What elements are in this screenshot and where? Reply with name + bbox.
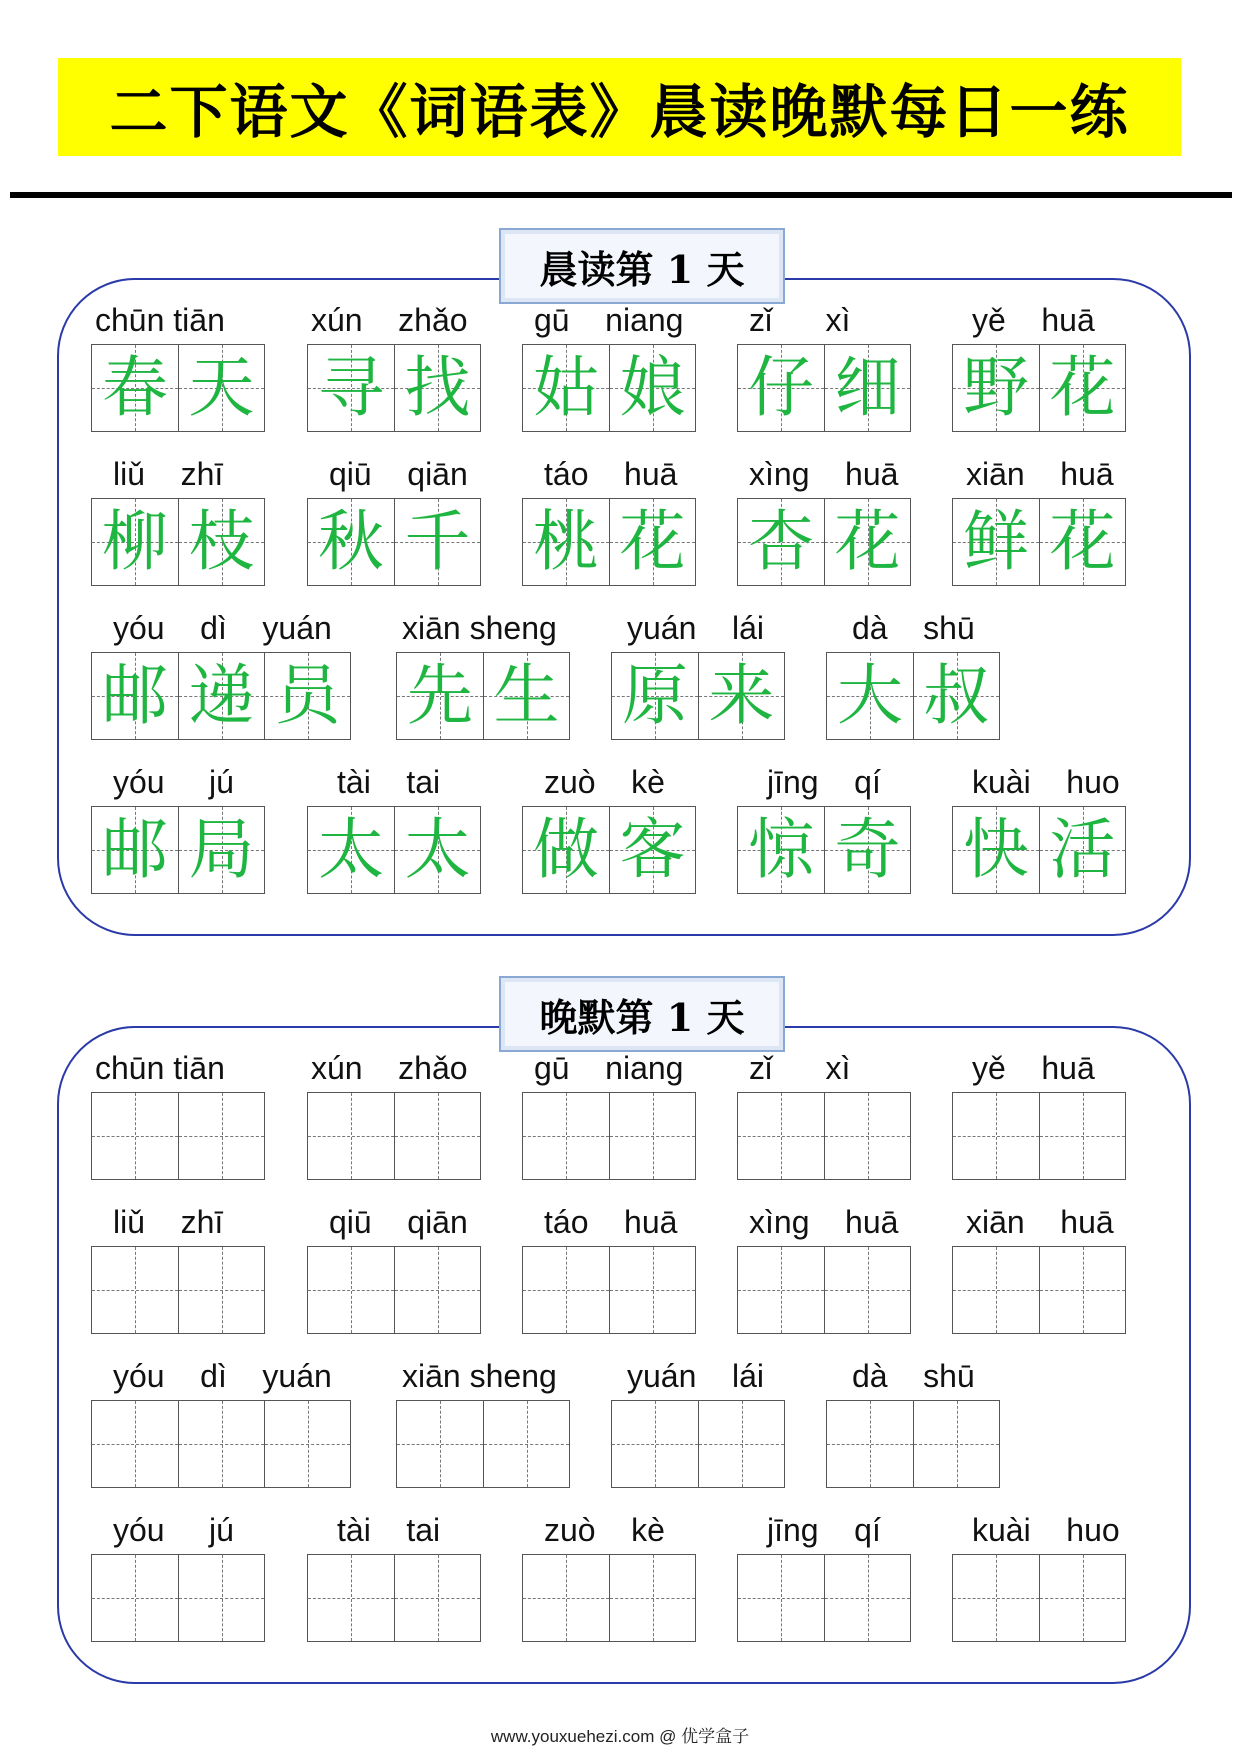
tianzige-cell[interactable] [953, 1247, 1039, 1333]
tianzige-cell[interactable] [394, 1555, 480, 1641]
hanzi-character: 找 [404, 349, 471, 426]
pinyin-label: tài tai [337, 764, 441, 800]
pinyin-label: qiū qiān [329, 1204, 468, 1240]
tianzige-cell[interactable] [92, 1093, 178, 1179]
word-grid [307, 806, 481, 894]
tianzige-cell[interactable] [92, 1401, 178, 1487]
tianzige-cell [308, 345, 394, 431]
tianzige-cell[interactable] [609, 1247, 695, 1333]
pinyin-label: táo huā [544, 456, 678, 492]
blank-writing-grid[interactable] [91, 1554, 265, 1642]
tianzige-cell [394, 499, 480, 585]
tianzige-cell [953, 807, 1039, 893]
word-grid [522, 498, 696, 586]
morning-row [59, 456, 1189, 606]
tianzige-cell[interactable] [953, 1555, 1039, 1641]
evening-row [59, 1358, 1189, 1508]
pinyin-label: jīng qí [767, 1512, 881, 1548]
hanzi-character: 细 [834, 349, 901, 426]
tianzige-cell [1039, 807, 1125, 893]
tianzige-cell [92, 345, 178, 431]
word-grid [307, 344, 481, 432]
pinyin-label: yě huā [972, 1050, 1095, 1086]
tianzige-cell[interactable] [394, 1093, 480, 1179]
hanzi-character: 奇 [834, 811, 901, 888]
tianzige-cell[interactable] [92, 1247, 178, 1333]
tianzige-cell [824, 499, 910, 585]
hanzi-character: 杏 [748, 503, 814, 580]
tianzige-cell [394, 807, 480, 893]
blank-writing-grid[interactable] [952, 1092, 1126, 1180]
word-grid [952, 344, 1126, 432]
tianzige-cell[interactable] [397, 1401, 483, 1487]
hanzi-character: 邮 [102, 657, 168, 734]
hanzi-character: 递 [188, 657, 255, 734]
tianzige-cell [397, 653, 483, 739]
pinyin-label: kuài huo [972, 764, 1120, 800]
hanzi-character: 花 [834, 503, 901, 580]
blank-writing-grid[interactable] [522, 1246, 696, 1334]
tianzige-cell[interactable] [308, 1555, 394, 1641]
word-grid [307, 498, 481, 586]
tianzige-cell [609, 345, 695, 431]
hanzi-character: 春 [102, 349, 168, 426]
hanzi-character: 生 [493, 657, 560, 734]
tianzige-cell[interactable] [824, 1555, 910, 1641]
hanzi-character: 邮 [102, 811, 168, 888]
tianzige-cell [827, 653, 913, 739]
word-grid [91, 806, 265, 894]
tianzige-cell [523, 345, 609, 431]
blank-writing-grid[interactable] [522, 1092, 696, 1180]
evening-label: 晚默第 1 天 [499, 976, 785, 1052]
blank-writing-grid[interactable] [826, 1400, 1000, 1488]
pinyin-label: dà shū [852, 1358, 975, 1394]
footer-source: www.youxuehezi.com @ 优学盒子 [490, 1727, 750, 1746]
tianzige-cell[interactable] [827, 1401, 913, 1487]
hanzi-character: 局 [188, 811, 255, 888]
hanzi-character: 太 [318, 811, 384, 888]
tianzige-cell [738, 345, 824, 431]
hanzi-character: 客 [619, 811, 686, 888]
tianzige-cell [264, 653, 350, 739]
pinyin-label: chūn tiān [95, 302, 225, 338]
hanzi-character: 花 [619, 503, 686, 580]
pinyin-label: xiān sheng [402, 1358, 557, 1394]
tianzige-cell[interactable] [308, 1247, 394, 1333]
tianzige-cell [92, 499, 178, 585]
tianzige-cell [609, 499, 695, 585]
pinyin-label: zǐ xì [749, 1050, 851, 1086]
tianzige-cell[interactable] [738, 1555, 824, 1641]
tianzige-cell[interactable] [609, 1093, 695, 1179]
hanzi-character: 快 [963, 811, 1029, 888]
hanzi-character: 大 [837, 657, 903, 734]
pinyin-label: yóu dì yuán [113, 1358, 332, 1394]
tianzige-cell [523, 807, 609, 893]
pinyin-label: qiū qiān [329, 456, 468, 492]
tianzige-cell[interactable] [523, 1247, 609, 1333]
tianzige-cell[interactable] [609, 1555, 695, 1641]
pinyin-label: xún zhǎo [311, 302, 468, 338]
hanzi-character: 来 [708, 657, 775, 734]
pinyin-label: yě huā [972, 302, 1095, 338]
word-grid [826, 652, 1000, 740]
pinyin-label: gū niang [534, 1050, 684, 1086]
tianzige-cell [178, 653, 264, 739]
tianzige-cell [1039, 499, 1125, 585]
tianzige-cell[interactable] [738, 1093, 824, 1179]
tianzige-cell [953, 499, 1039, 585]
word-grid [91, 498, 265, 586]
word-grid [91, 344, 265, 432]
blank-writing-grid[interactable] [307, 1246, 481, 1334]
pinyin-label: gū niang [534, 302, 684, 338]
morning-reading-section [57, 246, 1191, 936]
blank-writing-grid[interactable] [952, 1554, 1126, 1642]
tianzige-cell [308, 499, 394, 585]
evening-row [59, 1204, 1189, 1354]
tianzige-cell [612, 653, 698, 739]
hanzi-character: 叔 [923, 657, 990, 734]
tianzige-cell [523, 499, 609, 585]
tianzige-cell [824, 807, 910, 893]
word-grid [952, 498, 1126, 586]
tianzige-cell [394, 345, 480, 431]
pinyin-label: zǐ xì [749, 302, 851, 338]
hanzi-character: 柳 [102, 503, 168, 580]
tianzige-cell [178, 499, 264, 585]
pinyin-label: zuò kè [544, 764, 665, 800]
tianzige-cell[interactable] [308, 1093, 394, 1179]
tianzige-cell [738, 499, 824, 585]
tianzige-cell[interactable] [394, 1247, 480, 1333]
tianzige-cell [92, 653, 178, 739]
pinyin-label: yuán lái [627, 1358, 764, 1394]
tianzige-cell[interactable] [612, 1401, 698, 1487]
blank-writing-grid[interactable] [307, 1554, 481, 1642]
pinyin-label: yóu jú [113, 764, 234, 800]
hanzi-character: 千 [404, 503, 471, 580]
tianzige-cell[interactable] [483, 1401, 569, 1487]
tianzige-cell[interactable] [1039, 1247, 1125, 1333]
blank-writing-grid[interactable] [737, 1092, 911, 1180]
hanzi-character: 惊 [748, 811, 814, 888]
tianzige-cell [824, 345, 910, 431]
title-divider [10, 192, 1232, 198]
blank-writing-grid[interactable] [307, 1092, 481, 1180]
hanzi-character: 枝 [188, 503, 255, 580]
pinyin-label: xún zhǎo [311, 1050, 468, 1086]
blank-writing-grid[interactable] [396, 1400, 570, 1488]
title-banner [58, 58, 1181, 156]
pinyin-label: xìng huā [749, 1204, 899, 1240]
hanzi-character: 仔 [748, 349, 814, 426]
word-grid [522, 806, 696, 894]
evening-dictation-section [57, 994, 1191, 1684]
pinyin-label: yuán lái [627, 610, 764, 646]
tianzige-cell [308, 807, 394, 893]
tianzige-cell [92, 807, 178, 893]
pinyin-label: dà shū [852, 610, 975, 646]
tianzige-cell[interactable] [824, 1247, 910, 1333]
tianzige-cell [698, 653, 784, 739]
blank-writing-grid[interactable] [91, 1400, 351, 1488]
word-grid [522, 344, 696, 432]
hanzi-character: 秋 [318, 503, 384, 580]
pinyin-label: yóu dì yuán [113, 610, 332, 646]
pinyin-label: tài tai [337, 1512, 441, 1548]
pinyin-label: yóu jú [113, 1512, 234, 1548]
blank-writing-grid[interactable] [737, 1246, 911, 1334]
tianzige-cell[interactable] [824, 1093, 910, 1179]
hanzi-character: 员 [274, 657, 341, 734]
blank-writing-grid[interactable] [91, 1246, 265, 1334]
hanzi-character: 桃 [533, 503, 599, 580]
word-grid [952, 806, 1126, 894]
blank-writing-grid[interactable] [91, 1092, 265, 1180]
pinyin-label: liǔ zhī [113, 456, 224, 492]
tianzige-cell [178, 345, 264, 431]
pinyin-label: kuài huo [972, 1512, 1120, 1548]
evening-row [59, 1512, 1189, 1662]
tianzige-cell [1039, 345, 1125, 431]
pinyin-label: chūn tiān [95, 1050, 225, 1086]
word-grid [737, 498, 911, 586]
evening-row [59, 1050, 1189, 1200]
tianzige-cell [738, 807, 824, 893]
tianzige-cell[interactable] [738, 1247, 824, 1333]
hanzi-character: 活 [1049, 811, 1116, 888]
tianzige-cell[interactable] [178, 1555, 264, 1641]
tianzige-cell[interactable] [953, 1093, 1039, 1179]
pinyin-label: liǔ zhī [113, 1204, 224, 1240]
tianzige-cell [609, 807, 695, 893]
word-grid [737, 344, 911, 432]
word-grid [737, 806, 911, 894]
pinyin-label: xiān huā [966, 456, 1114, 492]
hanzi-character: 寻 [318, 349, 384, 426]
tianzige-cell[interactable] [523, 1093, 609, 1179]
blank-writing-grid[interactable] [952, 1246, 1126, 1334]
tianzige-cell [483, 653, 569, 739]
hanzi-character: 天 [188, 349, 255, 426]
page-title: 二下语文《词语表》晨读晚默每日一练 [109, 78, 1130, 146]
tianzige-cell [913, 653, 999, 739]
pinyin-label: xiān sheng [402, 610, 557, 646]
tianzige-cell[interactable] [523, 1555, 609, 1641]
word-grid [611, 652, 785, 740]
tianzige-cell[interactable] [92, 1555, 178, 1641]
hanzi-character: 先 [407, 657, 473, 734]
pinyin-label: táo huā [544, 1204, 678, 1240]
pinyin-label: jīng qí [767, 764, 881, 800]
tianzige-cell [178, 807, 264, 893]
tianzige-cell[interactable] [1039, 1555, 1125, 1641]
morning-label: 晨读第 1 天 [499, 228, 785, 304]
tianzige-cell[interactable] [913, 1401, 999, 1487]
hanzi-character: 姑 [533, 349, 599, 426]
word-grid [396, 652, 570, 740]
morning-row [59, 764, 1189, 914]
tianzige-cell [953, 345, 1039, 431]
morning-row [59, 302, 1189, 452]
hanzi-character: 野 [963, 349, 1029, 426]
tianzige-cell[interactable] [698, 1401, 784, 1487]
hanzi-character: 做 [533, 811, 599, 888]
hanzi-character: 娘 [619, 349, 686, 426]
hanzi-character: 鲜 [963, 503, 1029, 580]
hanzi-character: 花 [1049, 503, 1116, 580]
blank-writing-grid[interactable] [737, 1554, 911, 1642]
hanzi-character: 太 [404, 811, 471, 888]
word-grid [91, 652, 351, 740]
pinyin-label: xìng huā [749, 456, 899, 492]
tianzige-cell[interactable] [178, 1093, 264, 1179]
hanzi-character: 原 [622, 657, 688, 734]
pinyin-label: zuò kè [544, 1512, 665, 1548]
tianzige-cell[interactable] [264, 1401, 350, 1487]
blank-writing-grid[interactable] [522, 1554, 696, 1642]
pinyin-label: xiān huā [966, 1204, 1114, 1240]
morning-row [59, 610, 1189, 760]
tianzige-cell[interactable] [1039, 1093, 1125, 1179]
tianzige-cell[interactable] [178, 1247, 264, 1333]
blank-writing-grid[interactable] [611, 1400, 785, 1488]
hanzi-character: 花 [1049, 349, 1116, 426]
tianzige-cell[interactable] [178, 1401, 264, 1487]
